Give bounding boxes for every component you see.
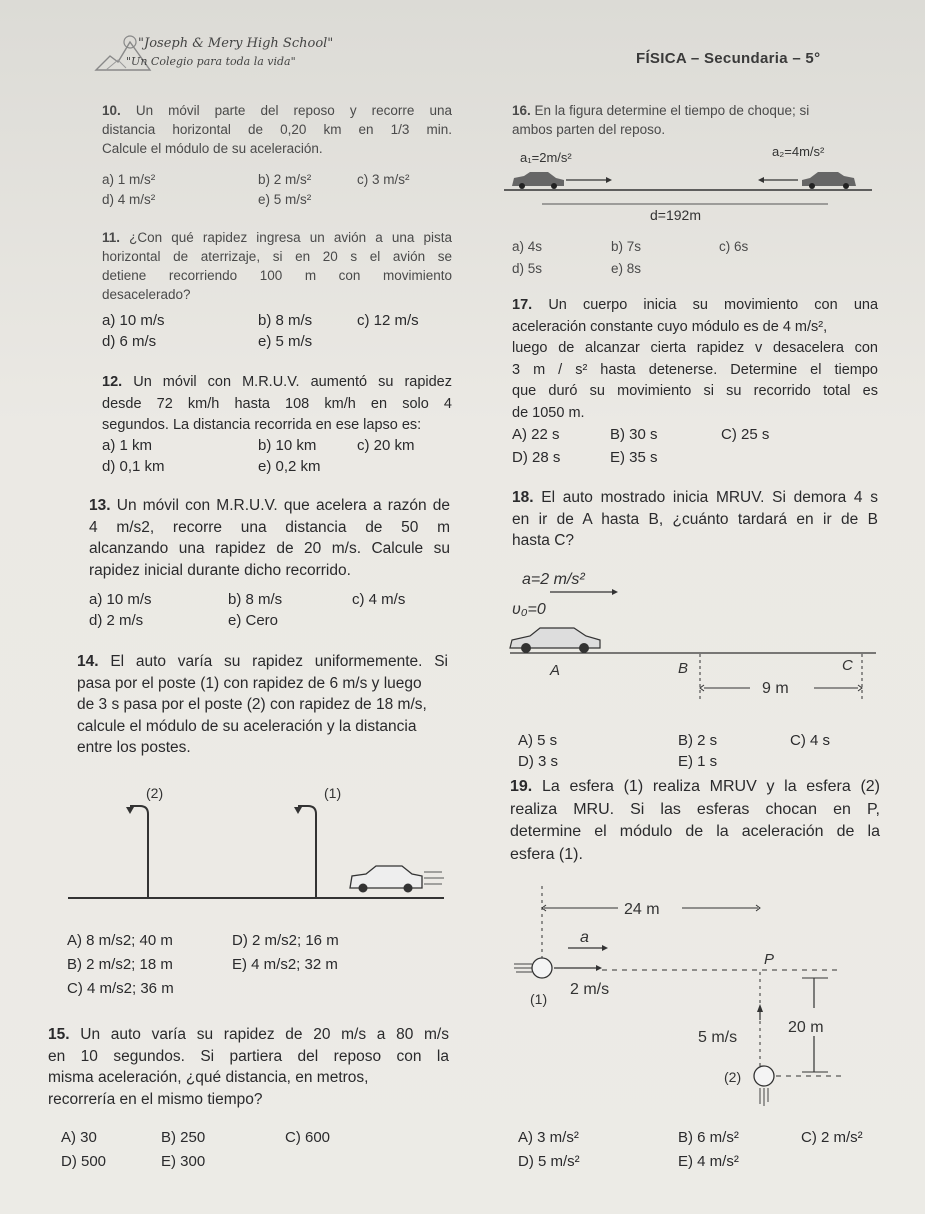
- option: b) 8 m/s: [258, 312, 313, 329]
- question-number: 14.: [77, 653, 99, 670]
- question-text: de 1050 m.: [512, 404, 585, 421]
- question-13: [89, 495, 450, 581]
- distance-label: d=192m: [650, 207, 701, 223]
- option: a) 10 m/s: [102, 312, 165, 329]
- option: a) 1 m/s²: [102, 172, 156, 187]
- question-text: ¿Con qué rapidez ingresa un avión a una pista: [129, 230, 452, 245]
- question-text: Un móvil con M.R.U.V. que acelera a razón de: [116, 497, 450, 514]
- question-text: La esfera (1) realiza MRUV y la esfera (2): [541, 778, 880, 795]
- option: e) 0,2 km: [258, 458, 321, 475]
- point-b-label: B: [678, 660, 689, 677]
- subject-title: FÍSICA – Secundaria – 5°: [636, 50, 821, 67]
- question-19: [510, 776, 880, 866]
- acceleration-label: a: [580, 929, 589, 946]
- question-text: entre los postes.: [77, 739, 191, 756]
- option: A) 3 m/s²: [518, 1129, 579, 1146]
- option: c) 12 m/s: [357, 312, 419, 329]
- initial-velocity-label: υ₀=0: [512, 601, 546, 618]
- question-number: 13.: [89, 497, 111, 514]
- question-text: calcule el módulo de su aceleración y la distancia: [77, 717, 417, 735]
- sphere-2-velocity-label: 5 m/s: [698, 1029, 738, 1046]
- question-text: que duró su movimiento si su recorrido total es: [512, 383, 878, 399]
- question-text: aceleración constante cuyo módulo es de 4 m/s²,: [512, 318, 828, 335]
- point-p-label: P: [764, 951, 775, 968]
- question-text: El auto varía su rapidez uniformemente. Si: [110, 653, 448, 670]
- option: E) 4 m/s²: [678, 1153, 739, 1170]
- q19-figure: [498, 880, 878, 1120]
- question-text: misma aceleración, ¿qué distancia, en metros,: [48, 1069, 369, 1086]
- option: A) 8 m/s2; 40 m: [67, 932, 173, 949]
- post-2-label: (2): [146, 785, 164, 801]
- sphere-2-label: (2): [724, 1069, 742, 1085]
- option: E) 300: [161, 1153, 206, 1170]
- car-icon: [510, 628, 600, 653]
- question-number: 19.: [510, 778, 533, 795]
- option: D) 3 s: [518, 753, 559, 770]
- option: e) 5 m/s²: [258, 192, 312, 207]
- sphere-1: [514, 958, 552, 978]
- option: b) 10 km: [258, 437, 317, 454]
- question-17: [512, 295, 878, 424]
- post-1-label: (1): [324, 785, 342, 801]
- question-text: Calcule el módulo de su aceleración.: [102, 141, 323, 156]
- question-number: 11.: [102, 230, 121, 245]
- option: B) 2 m/s2; 18 m: [67, 956, 173, 973]
- question-12: [102, 372, 452, 437]
- point-a-label: A: [550, 662, 561, 679]
- option: E) 35 s: [610, 449, 658, 466]
- question-text: Un móvil parte del reposo y recorre una: [135, 103, 452, 118]
- car-1-icon: [512, 172, 564, 189]
- option: D) 28 s: [512, 449, 561, 466]
- option: e) 8s: [611, 261, 642, 276]
- sphere-2: [754, 1066, 774, 1106]
- question-15: [48, 1024, 449, 1110]
- question-text: rapidez inicial durante dicho recorrido.: [89, 561, 351, 579]
- question-18: [512, 487, 878, 552]
- option: d) 6 m/s: [102, 333, 157, 350]
- question-text: En la figura determine el tiempo de choque; si: [534, 103, 810, 118]
- distance-label: 9 m: [762, 680, 789, 697]
- option: B) 30 s: [610, 426, 658, 443]
- car-2-icon: [802, 172, 856, 189]
- option: c) 20 km: [357, 437, 415, 454]
- q18-figure: [500, 560, 880, 716]
- question-number: 12.: [102, 374, 123, 390]
- option: c) 6s: [719, 239, 749, 254]
- question-16: [512, 101, 872, 139]
- option: c) 4 m/s: [352, 591, 406, 608]
- question-text: recorrería en el mismo tiempo?: [48, 1090, 263, 1108]
- question-text: en 10 segundos. Si partiera del reposo con la: [48, 1047, 449, 1065]
- question-text: desde 72 km/h hasta 108 km/h en solo 4: [102, 395, 452, 412]
- option: B) 6 m/s²: [678, 1129, 739, 1146]
- option: D) 500: [61, 1153, 107, 1170]
- option: d) 2 m/s: [89, 612, 144, 629]
- question-text: realiza MRU. Si las esferas chocan en P,: [510, 800, 880, 818]
- option: A) 30: [61, 1129, 97, 1146]
- question-text: luego de alcanzar cierta rapidez v desacelera con: [512, 340, 878, 356]
- question-text: Un móvil con M.R.U.V. aumentó su rapidez: [133, 374, 452, 390]
- option: b) 8 m/s: [228, 591, 283, 608]
- question-text: El auto mostrado inicia MRUV. Si demora 4 s: [541, 489, 878, 506]
- question-text: determine el módulo de la aceleración de la: [510, 823, 880, 840]
- option: e) Cero: [228, 612, 279, 629]
- option: B) 250: [161, 1129, 206, 1146]
- car-icon: [350, 866, 444, 893]
- option: a) 10 m/s: [89, 591, 152, 608]
- option: a) 4s: [512, 239, 543, 254]
- a1-label: a₁=2m/s²: [520, 150, 572, 165]
- option: C) 600: [285, 1129, 331, 1146]
- question-text: Un cuerpo inicia su movimiento con una: [548, 297, 879, 313]
- question-text: 3 m / s² hasta detenerse. Determine el tiempo: [512, 361, 878, 378]
- question-text: segundos. La distancia recorrida en ese lapso es:: [102, 417, 422, 433]
- question-number: 17.: [512, 297, 533, 313]
- question-text: distancia horizontal de 0,20 km en 1/3 min.: [102, 122, 452, 137]
- school-motto: "Un Colegio para toda la vida": [126, 55, 296, 68]
- q14-figure: [66, 780, 446, 910]
- question-text: esfera (1).: [510, 845, 583, 863]
- question-number: 16.: [512, 103, 531, 118]
- horizontal-distance-label: 24 m: [624, 901, 660, 918]
- option: B) 2 s: [678, 732, 718, 749]
- question-number: 10.: [102, 103, 121, 118]
- option: C) 4 s: [790, 732, 831, 749]
- question-text: desacelerado?: [102, 287, 191, 302]
- question-text: pasa por el poste (1) con rapidez de 6 m/s y luego: [77, 674, 422, 692]
- option: A) 22 s: [512, 426, 560, 443]
- option: d) 4 m/s²: [102, 192, 156, 207]
- question-14: [77, 651, 448, 759]
- question-text: 4 m/s2, recorre una distancia de 50 m: [89, 518, 450, 536]
- option: e) 5 m/s: [258, 333, 313, 350]
- question-text: detiene recorriendo 100 m con movimiento: [102, 268, 452, 283]
- question-text: alcanzando una rapidez de 20 m/s. Calcule su: [89, 540, 450, 557]
- point-c-label: C: [842, 657, 853, 674]
- question-text: de 3 s pasa por el poste (2) con rapidez de 18 m/s,: [77, 696, 427, 713]
- option: E) 4 m/s2; 32 m: [232, 956, 338, 973]
- option: b) 2 m/s²: [258, 172, 312, 187]
- option: A) 5 s: [518, 732, 558, 749]
- question-text: ambos parten del reposo.: [512, 122, 666, 137]
- option: d) 0,1 km: [102, 458, 165, 475]
- option: C) 2 m/s²: [801, 1129, 863, 1146]
- option: D) 2 m/s2; 16 m: [232, 932, 339, 949]
- question-text: en ir de A hasta B, ¿cuánto tardará en ir de B: [512, 510, 878, 528]
- question-text: Un auto varía su rapidez de 20 m/s a 80 m/s: [80, 1026, 449, 1043]
- school-name: "Joseph & Mery High School": [138, 36, 334, 51]
- question-text: horizontal de aterrizaje, si en 20 s el avión se: [102, 249, 452, 264]
- q16-figure: [502, 140, 874, 226]
- question-10: [102, 101, 452, 158]
- option: C) 4 m/s2; 36 m: [67, 980, 174, 997]
- option: c) 3 m/s²: [357, 172, 410, 187]
- option: d) 5s: [512, 261, 543, 276]
- sphere-1-velocity-label: 2 m/s: [570, 981, 610, 998]
- acceleration-label: a=2 m/s²: [522, 571, 585, 588]
- vertical-distance-label: 20 m: [788, 1019, 824, 1036]
- option: b) 7s: [611, 239, 642, 254]
- post-1: [294, 806, 316, 898]
- option: a) 1 km: [102, 437, 153, 454]
- option: C) 25 s: [721, 426, 770, 443]
- a2-label: a₂=4m/s²: [772, 144, 825, 159]
- option: D) 5 m/s²: [518, 1153, 580, 1170]
- question-11: [102, 228, 452, 304]
- question-number: 15.: [48, 1026, 70, 1043]
- question-number: 18.: [512, 489, 534, 506]
- sphere-1-label: (1): [530, 991, 548, 1007]
- question-text: hasta C?: [512, 532, 575, 549]
- post-2: [126, 806, 148, 898]
- option: E) 1 s: [678, 753, 718, 770]
